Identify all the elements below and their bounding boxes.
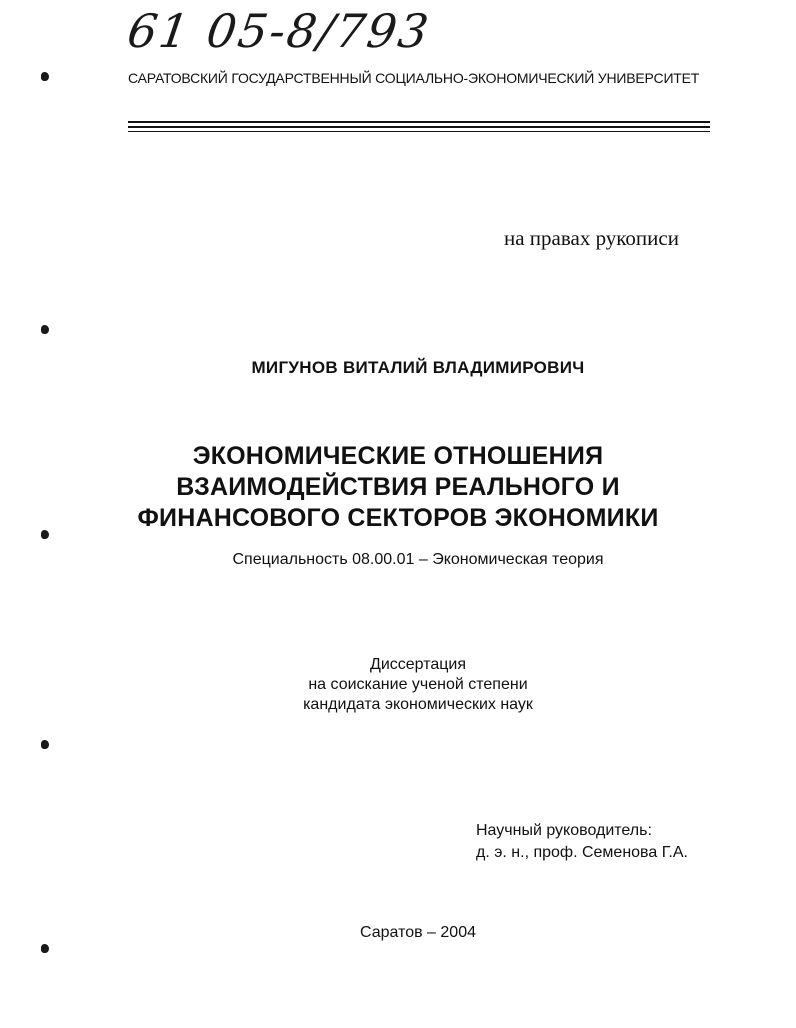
specialty: Специальность 08.00.01 – Экономическая теория	[232, 551, 604, 568]
author-name: МИГУНОВ ВИТАЛИЙ ВЛАДИМИРОВИЧ	[251, 358, 585, 377]
degree-line: Диссертация	[369, 656, 467, 673]
degree-statement	[0, 655, 796, 715]
title-line: ЭКОНОМИЧЕСКИЕ ОТНОШЕНИЯ	[192, 442, 604, 470]
degree-line: на соискание ученой степени	[308, 676, 528, 693]
header-rule	[128, 131, 710, 132]
city-year: Саратов – 2004	[359, 924, 476, 941]
supervisor-name: д. э. н., проф. Семенова Г.А.	[476, 844, 688, 861]
header-rule	[128, 126, 710, 128]
title-line: ВЗАИМОДЕЙСТВИЯ РЕАЛЬНОГО И	[176, 473, 620, 501]
binding-hole-mark	[41, 72, 49, 81]
manuscript-note: на правах рукописи	[504, 226, 679, 250]
degree-line: кандидата экономических наук	[303, 696, 533, 713]
supervisor-label: Научный руководитель:	[476, 822, 652, 839]
handwritten-archive-code: 61 05-8/793	[124, 4, 434, 58]
title-line: ФИНАНСОВОГО СЕКТОРОВ ЭКОНОМИКИ	[137, 504, 659, 532]
binding-hole-mark	[41, 325, 49, 334]
binding-hole-mark	[41, 944, 49, 953]
supervisor-block	[476, 820, 688, 864]
header-rule	[128, 121, 710, 123]
university-name: САРАТОВСКИЙ ГОСУДАРСТВЕННЫЙ СОЦИАЛЬНО-ЭКОНОМИЧЕСКИЙ УНИВЕРСИТЕТ	[128, 70, 700, 86]
dissertation-title	[0, 441, 796, 534]
binding-hole-mark	[41, 530, 49, 539]
binding-hole-mark	[41, 740, 49, 749]
